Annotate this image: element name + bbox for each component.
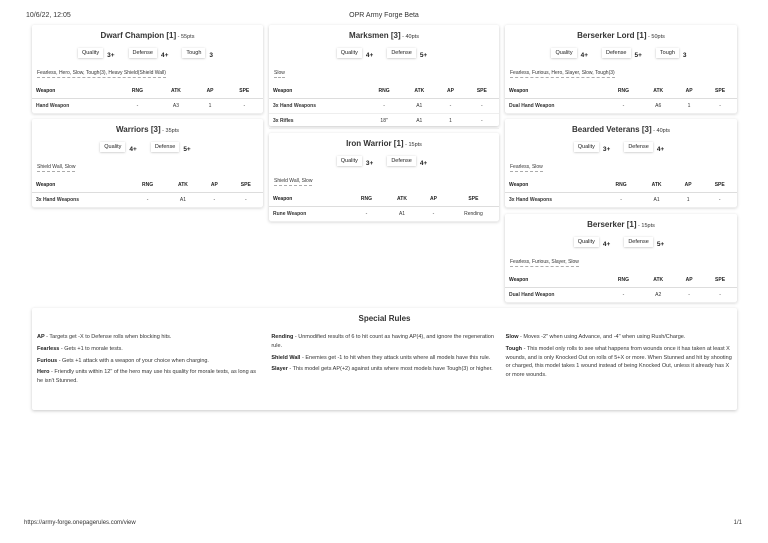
weapon-spe: - <box>703 288 737 303</box>
special-rule <box>271 354 497 363</box>
footer-page-number: 1/1 <box>733 520 742 526</box>
weapon-rng: - <box>348 207 385 222</box>
weapon-name: 3x Hand Weapons <box>505 193 603 208</box>
weapon-spe: - <box>465 99 499 114</box>
special-rule <box>506 345 732 380</box>
unit-stats <box>505 237 737 253</box>
weapon-atk: A1 <box>402 99 436 114</box>
weapons-table <box>269 84 499 129</box>
quality-value: 3+ <box>107 52 115 59</box>
weapon-row <box>505 99 737 114</box>
unit-card-iron-warrior <box>269 133 499 221</box>
special-rule <box>37 368 263 386</box>
weapons-table <box>505 273 737 303</box>
weapon-rng: - <box>129 193 166 208</box>
special-rule-text: - This model gets AP(+2) against units where most models have Tough(3) or higher. <box>287 366 493 373</box>
column-header: Weapon <box>32 84 118 99</box>
column-header: RNG <box>348 192 385 207</box>
unit-title <box>32 125 263 137</box>
unit-title <box>32 31 263 43</box>
quality-stat <box>574 237 615 253</box>
weapon-atk: A1 <box>639 193 673 208</box>
weapon-ap: 1 <box>675 99 703 114</box>
unit-title <box>505 31 737 43</box>
quality-value: 4+ <box>129 146 137 153</box>
weapon-rng: - <box>118 99 158 114</box>
weapon-name: Dual Hand Weapon <box>505 99 605 114</box>
special-rule-name: Rending <box>271 334 294 340</box>
unit-stats <box>32 142 263 158</box>
quality-label: Quality <box>551 48 576 58</box>
weapon-rng: - <box>603 193 640 208</box>
defense-label: Defense <box>151 142 180 152</box>
column-header: ATK <box>157 84 194 99</box>
special-rule-text: - Targets get -X to Defense rolls when blocking hits. <box>44 334 172 340</box>
unit-title <box>505 125 737 137</box>
weapon-row <box>269 207 499 222</box>
special-rule-text: - Enemies get -1 to hit when they attack units where all models have this rule. <box>300 354 491 361</box>
unit-points: - 15pts <box>636 223 655 229</box>
unit-card-warriors <box>32 119 263 207</box>
column-header: SPE <box>703 84 737 99</box>
column-header: RNG <box>603 178 640 193</box>
weapons-table <box>269 192 499 222</box>
weapon-spe: - <box>465 114 499 129</box>
column-header: AP <box>436 84 464 99</box>
weapon-spe: - <box>229 193 263 208</box>
defense-label: Defense <box>129 48 158 58</box>
column-header: ATK <box>385 192 419 207</box>
unit-stats <box>269 156 499 172</box>
unit-rules <box>37 70 263 78</box>
column-header: AP <box>675 273 703 288</box>
quality-stat <box>337 156 378 172</box>
special-rule-name: Shield Wall <box>271 354 301 361</box>
quality-label: Quality <box>574 237 599 247</box>
unit-rules <box>510 164 737 172</box>
defense-value: 5+ <box>634 52 642 59</box>
unit-name: Berserker [1] <box>587 220 637 229</box>
unit-stats <box>269 48 499 64</box>
column-header: SPE <box>448 192 499 207</box>
unit-stats <box>505 142 737 158</box>
unit-rules-text: Fearless, Hero, Slow, Tough(3), Heavy Shield(Shield Wall) <box>37 70 166 76</box>
weapon-spe: - <box>703 99 737 114</box>
quality-stat <box>337 48 378 64</box>
defense-label: Defense <box>387 156 416 166</box>
unit-card-marksmen <box>269 25 499 126</box>
column-header: SPE <box>465 84 499 99</box>
tough-value: 3 <box>682 52 687 59</box>
defense-stat <box>387 156 431 172</box>
unit-title <box>269 31 499 43</box>
unit-points: - 40pts <box>400 34 419 40</box>
special-rule <box>37 357 263 366</box>
tough-stat <box>182 48 217 64</box>
defense-stat <box>624 142 668 158</box>
weapon-ap: 1 <box>674 193 703 208</box>
special-rule-name: Hero <box>37 369 50 376</box>
unit-card-bearded-veterans <box>505 119 737 207</box>
special-rules-panel <box>32 308 737 410</box>
special-rule-text: - This model only rolls to see what happens from wounds once it has taken at least X wounds, and is only Knocked Out on rolls of 5+X or more. When Stunned and hit by shooting or charged, this model takes 1 wound instead of being Knocked Out, unless it already has X or more wounds. <box>505 345 732 379</box>
quality-value: 3+ <box>602 146 611 153</box>
weapon-row <box>505 193 737 208</box>
weapon-rng: - <box>605 288 641 303</box>
weapons-table <box>32 84 263 114</box>
special-rule-text: - Moves -2" when using Advance, and -4" when using Rush/Charge. <box>518 334 686 340</box>
quality-label: Quality <box>78 48 103 58</box>
weapons-header-row <box>32 84 263 99</box>
defense-value: 4+ <box>419 160 428 167</box>
unit-name: Marksmen [3] <box>349 31 401 40</box>
unit-card-dwarf-champion <box>32 25 263 113</box>
unit-points: - 15pts <box>403 142 422 148</box>
special-rule <box>37 345 263 354</box>
weapon-row <box>32 193 263 208</box>
weapon-row <box>269 114 499 129</box>
weapons-header-row <box>505 84 737 99</box>
weapon-rng: - <box>605 99 641 114</box>
special-rule-text: - Gets +1 to morale tests. <box>59 345 123 352</box>
weapon-rng: 18" <box>366 114 402 129</box>
quality-value: 3+ <box>365 160 374 167</box>
unit-points: - 55pts <box>176 34 195 40</box>
weapon-atk: A6 <box>641 99 675 114</box>
weapon-atk: A1 <box>402 114 436 129</box>
unit-name: Berserker Lord [1] <box>577 31 647 40</box>
defense-stat <box>129 48 173 64</box>
defense-label: Defense <box>602 48 631 58</box>
special-rule <box>37 333 263 342</box>
unit-rules-text: Shield Wall, Slow <box>37 164 76 170</box>
column-header: Weapon <box>32 178 129 193</box>
weapon-spe: - <box>702 193 737 208</box>
footer-url: https://army-forge.onepagerules.com/view <box>24 520 136 526</box>
special-rule-name: Furious <box>37 357 58 364</box>
weapon-atk: A1 <box>166 193 200 208</box>
unit-name: Dwarf Champion [1] <box>100 31 177 40</box>
unit-rules <box>274 178 499 186</box>
column-header: ATK <box>641 273 675 288</box>
special-rules-column-3 <box>506 333 732 389</box>
column-header: RNG <box>605 273 641 288</box>
column-header: ATK <box>166 178 200 193</box>
tough-stat <box>656 48 691 64</box>
weapons-table <box>505 84 737 114</box>
column-header: RNG <box>605 84 641 99</box>
print-date: 10/6/22, 12:05 <box>26 12 71 19</box>
column-header: SPE <box>229 178 263 193</box>
column-header: Weapon <box>269 84 366 99</box>
column-header: AP <box>675 84 703 99</box>
column-header: AP <box>200 178 229 193</box>
column-header: ATK <box>641 84 675 99</box>
column-header: Weapon <box>505 273 605 288</box>
quality-value: 4+ <box>365 52 374 59</box>
unit-rules <box>274 70 499 78</box>
quality-value: 4+ <box>602 241 611 248</box>
defense-stat <box>624 237 668 253</box>
weapon-row <box>32 99 263 114</box>
quality-stat <box>100 142 141 158</box>
weapons-header-row <box>269 192 499 207</box>
weapon-row <box>269 99 499 114</box>
column-header: Weapon <box>505 178 603 193</box>
weapon-name: Hand Weapon <box>32 99 118 114</box>
special-rule-name: Slow <box>505 334 519 340</box>
unit-rules-text: Slow <box>274 70 285 76</box>
unit-name: Bearded Veterans [3] <box>572 125 652 134</box>
defense-value: 4+ <box>656 146 665 153</box>
weapon-atk: A2 <box>641 288 675 303</box>
defense-value: 5+ <box>183 146 191 153</box>
weapons-table <box>505 178 737 208</box>
document-title: OPR Army Forge Beta <box>349 12 419 19</box>
special-rule-text: - Unmodified results of 6 to hit count as having AP(4), and ignore the regeneration rule. <box>271 334 494 349</box>
column-header: ATK <box>402 84 436 99</box>
defense-value: 4+ <box>161 52 169 59</box>
weapon-rng: - <box>366 99 402 114</box>
defense-stat <box>387 48 431 64</box>
unit-points: - 40pts <box>651 128 670 134</box>
quality-label: Quality <box>337 156 362 166</box>
special-rule <box>271 365 497 374</box>
column-header: RNG <box>366 84 402 99</box>
defense-stat <box>602 48 646 64</box>
weapon-row <box>505 288 737 303</box>
quality-label: Quality <box>574 142 599 152</box>
weapon-atk: A1 <box>385 207 419 222</box>
special-rules-title: Special Rules <box>358 314 411 323</box>
unit-stats <box>505 48 737 64</box>
quality-label: Quality <box>337 48 362 58</box>
weapon-ap: - <box>419 207 448 222</box>
weapon-ap: - <box>200 193 229 208</box>
unit-card-berserker-lord <box>505 25 737 113</box>
unit-rules <box>37 164 263 172</box>
unit-rules <box>510 70 737 78</box>
column-header: Weapon <box>269 192 348 207</box>
weapons-header-row <box>32 178 263 193</box>
unit-rules-text: Fearless, Furious, Hero, Slayer, Slow, Tough(3) <box>510 70 615 76</box>
weapons-table <box>32 178 263 208</box>
column-header: SPE <box>702 178 737 193</box>
unit-title <box>505 220 737 232</box>
unit-name: Iron Warrior [1] <box>346 139 404 148</box>
weapon-ap: 1 <box>436 114 464 129</box>
special-rule <box>506 333 732 342</box>
weapon-name: Dual Hand Weapon <box>505 288 605 303</box>
tough-label: Tough <box>182 48 205 58</box>
special-rule-name: Slayer <box>271 366 288 373</box>
unit-name: Warriors [3] <box>116 125 161 134</box>
quality-stat <box>574 142 615 158</box>
special-rule-text: - Friendly units within 12" of the hero may use his quality for morale tests, as long as he isn't Stunned. <box>37 369 256 385</box>
quality-value: 4+ <box>580 52 588 59</box>
unit-rules-text: Shield Wall, Slow <box>274 178 313 184</box>
defense-value: 5+ <box>656 241 665 248</box>
weapon-atk: A3 <box>157 99 194 114</box>
quality-stat <box>551 48 592 64</box>
unit-points: - 35pts <box>160 128 179 134</box>
column-header: RNG <box>129 178 166 193</box>
defense-label: Defense <box>624 142 653 152</box>
special-rule-name: Fearless <box>37 345 60 352</box>
special-rule <box>271 333 497 351</box>
weapon-name: 3x Rifles <box>269 114 366 129</box>
weapon-ap: - <box>436 99 464 114</box>
defense-value: 5+ <box>419 52 428 59</box>
unit-rules <box>510 259 737 267</box>
column-header: AP <box>674 178 703 193</box>
special-rules-column-2 <box>271 333 497 389</box>
quality-stat <box>78 48 119 64</box>
special-rule-name: AP <box>37 334 45 340</box>
weapon-name: 3x Hand Weapons <box>32 193 129 208</box>
weapons-header-row <box>505 178 737 193</box>
weapon-ap: 1 <box>195 99 226 114</box>
weapon-spe: Rending <box>448 207 499 222</box>
weapons-header-row <box>269 84 499 99</box>
unit-points: - 50pts <box>646 34 665 40</box>
defense-label: Defense <box>624 237 653 247</box>
weapon-name: 3x Hand Weapons <box>269 99 366 114</box>
unit-card-berserker <box>505 214 737 302</box>
defense-stat <box>151 142 195 158</box>
tough-value: 3 <box>209 52 214 59</box>
weapon-ap: - <box>675 288 703 303</box>
special-rule-text: - Gets +1 attack with a weapon of your choice when charging. <box>57 357 209 364</box>
special-rules-column-1 <box>37 333 263 389</box>
column-header: AP <box>419 192 448 207</box>
weapon-spe: - <box>226 99 263 114</box>
column-header: SPE <box>703 273 737 288</box>
unit-title <box>269 139 499 151</box>
column-header: SPE <box>226 84 263 99</box>
unit-rules-text: Fearless, Furious, Slayer, Slow <box>510 259 579 265</box>
defense-label: Defense <box>387 48 416 58</box>
unit-rules-text: Fearless, Slow <box>510 164 543 170</box>
special-rule-name: Tough <box>505 345 523 352</box>
weapons-header-row <box>505 273 737 288</box>
tough-label: Tough <box>656 48 679 58</box>
weapon-name: Rune Weapon <box>269 207 348 222</box>
quality-label: Quality <box>100 142 125 152</box>
column-header: ATK <box>639 178 673 193</box>
column-header: AP <box>195 84 226 99</box>
column-header: Weapon <box>505 84 605 99</box>
column-header: RNG <box>118 84 158 99</box>
unit-stats <box>32 48 263 64</box>
